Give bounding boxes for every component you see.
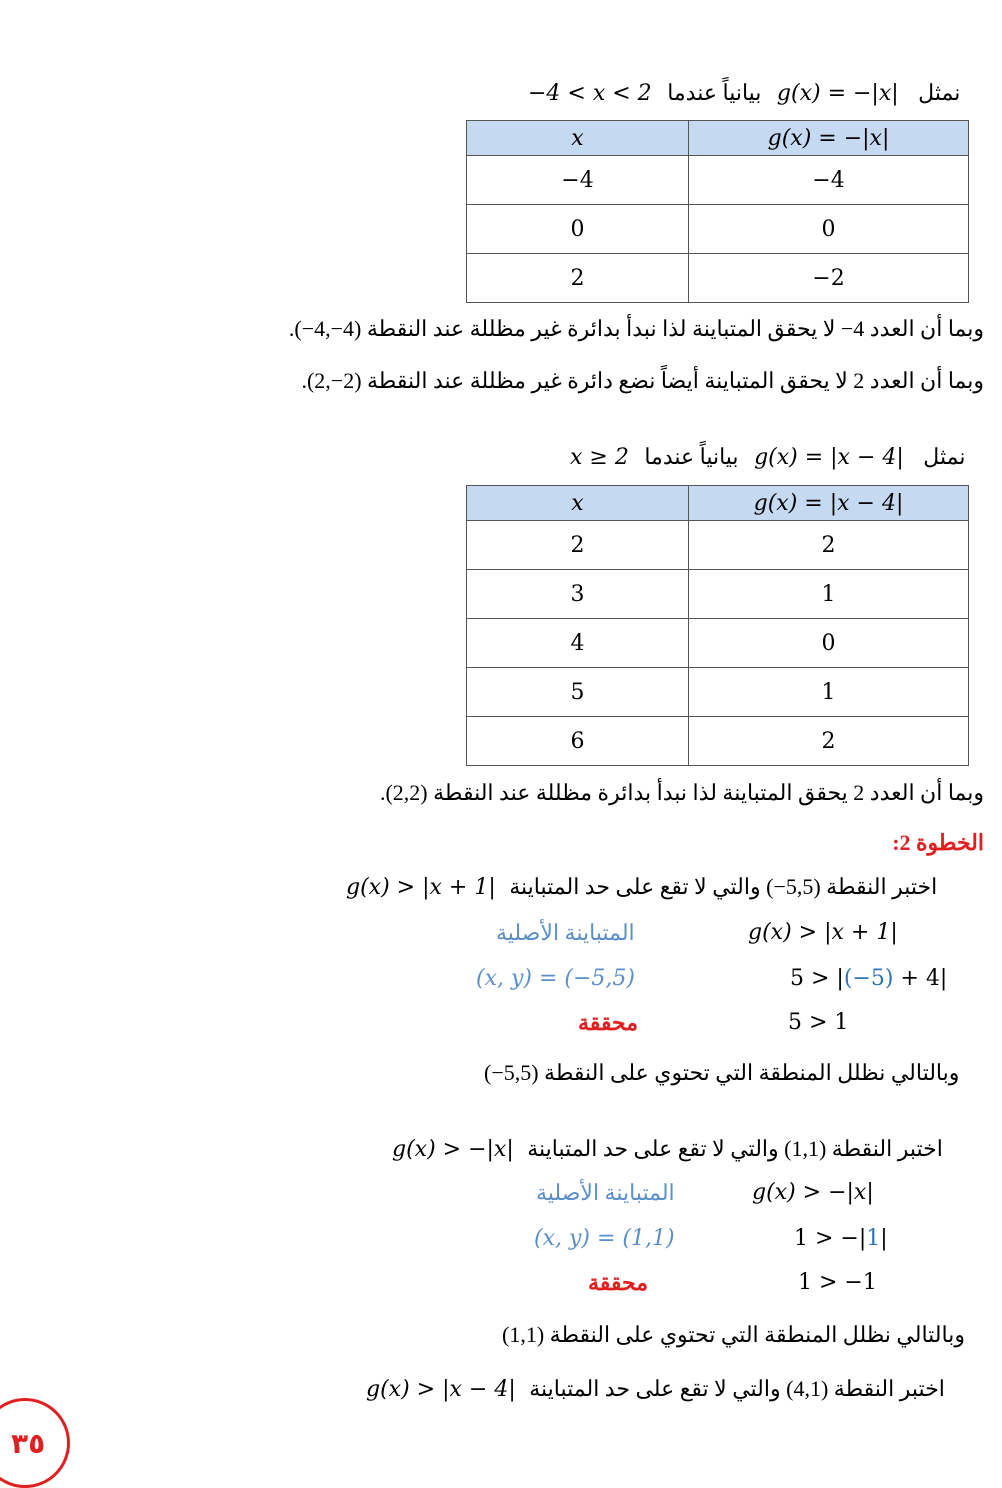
table-row [467,717,969,766]
section2-note: وبما أن العدد 2 يحقق المتباينة لذا نبدأ بدائرة مظللة عند النقطة (2,2). [379,780,984,805]
table-row [467,619,969,668]
table-cell: 0 [689,205,969,254]
test2-row1: g(x) > −|x| [752,1180,874,1205]
test2-line [392,1136,943,1162]
table-cell: 0 [467,205,689,254]
table-cell: 6 [467,717,689,766]
table-cell: −4 [467,156,689,205]
test2-label-point: (x, y) = (1,1) [534,1226,675,1251]
table-row [467,570,969,619]
table-cell: 2 [689,717,969,766]
table-1-header-gx: g(x) = −|x| [689,121,969,156]
section2-domain: x ≥ 2 [570,445,629,470]
test2-verdict: محققة [588,1270,649,1295]
page-number: ٣٥ [11,1427,46,1460]
table-2 [466,485,969,766]
test1-text: اختبر النقطة (5,5−) والتي لا تقع على حد المتباينة [509,874,938,899]
table-row [467,205,969,254]
test2-row3: 1 > −1 [798,1270,877,1295]
table-cell: 4 [467,619,689,668]
table-row [467,521,969,570]
section1-note-1: وبما أن العدد 4− لا يحقق المتباينة لذا نبدأ بدائرة غير مظللة عند النقطة (4−,4−). [288,316,984,341]
table-row [467,156,969,205]
table-2-header-gx: g(x) = |x − 4| [689,486,969,521]
test1-row2-c: + 4| [893,966,948,991]
section1-domain: −4 < x < 2 [528,81,652,106]
step2-heading: الخطوة 2: [892,830,984,855]
section1-function: g(x) = −|x| [776,81,899,106]
test2-conclusion: وبالتالي نظلل المنطقة التي تحتوي على النقطة (1,1) [502,1322,965,1347]
test2-inequality: g(x) > −|x| [392,1137,514,1162]
table-cell: 5 [467,668,689,717]
table-2-header [467,486,969,521]
test1-row2-b: (−5) [843,966,894,991]
section1-graph-word: بيانياً عندما [667,80,762,105]
test2-row2 [794,1226,888,1251]
test1-row3: 5 > 1 [788,1010,849,1035]
table-cell: 0 [689,619,969,668]
table-2-header-x: x [467,486,689,521]
table-cell: 1 [689,570,969,619]
test1-conclusion: وبالتالي نظلل المنطقة التي تحتوي على النقطة (5,5−) [484,1060,960,1085]
test3-text: اختبر النقطة (4,1) والتي لا تقع على حد المتباينة [529,1376,945,1401]
table-cell: 2 [467,521,689,570]
test2-row2-c: | [880,1226,888,1251]
section1-note-2: وبما أن العدد 2 لا يحقق المتباينة أيضاً نضع دائرة غير مظللة عند النقطة (2−,2). [301,368,984,393]
table-1-header [467,121,969,156]
section2-intro-word: نمثل [923,444,966,469]
section2-function: g(x) = |x − 4| [754,445,904,470]
table-cell: 1 [689,668,969,717]
test1-line [346,874,937,900]
table-cell: −2 [689,254,969,303]
test1-row1: g(x) > |x + 1| [748,920,898,945]
test2-row2-a: 1 > −| [794,1226,867,1251]
test3-inequality: g(x) > |x − 4| [366,1377,516,1402]
test1-label-point: (x, y) = (−5,5) [476,966,635,991]
section2-title [570,444,965,470]
table-cell: 2 [689,521,969,570]
test1-verdict: محققة [578,1010,639,1035]
table-row [467,668,969,717]
section1-intro-word: نمثل [918,80,961,105]
test2-row2-b: 1 [866,1226,881,1251]
section1-title [528,80,960,106]
test1-label-original: المتباينة الأصلية [496,920,635,945]
test1-row2-a: 5 > | [790,966,844,991]
test1-inequality: g(x) > |x + 1| [346,875,496,900]
table-cell: 2 [467,254,689,303]
test2-label-original: المتباينة الأصلية [536,1180,675,1205]
page-number-badge [0,1398,70,1488]
section2-graph-word: بيانياً عندما [644,444,739,469]
table-1-header-x: x [467,121,689,156]
table-row [467,254,969,303]
table-cell: 3 [467,570,689,619]
test1-row2 [790,966,947,991]
table-1 [466,120,969,303]
test2-text: اختبر النقطة (1,1) والتي لا تقع على حد المتباينة [527,1136,943,1161]
table-cell: −4 [689,156,969,205]
test3-line [366,1376,945,1402]
